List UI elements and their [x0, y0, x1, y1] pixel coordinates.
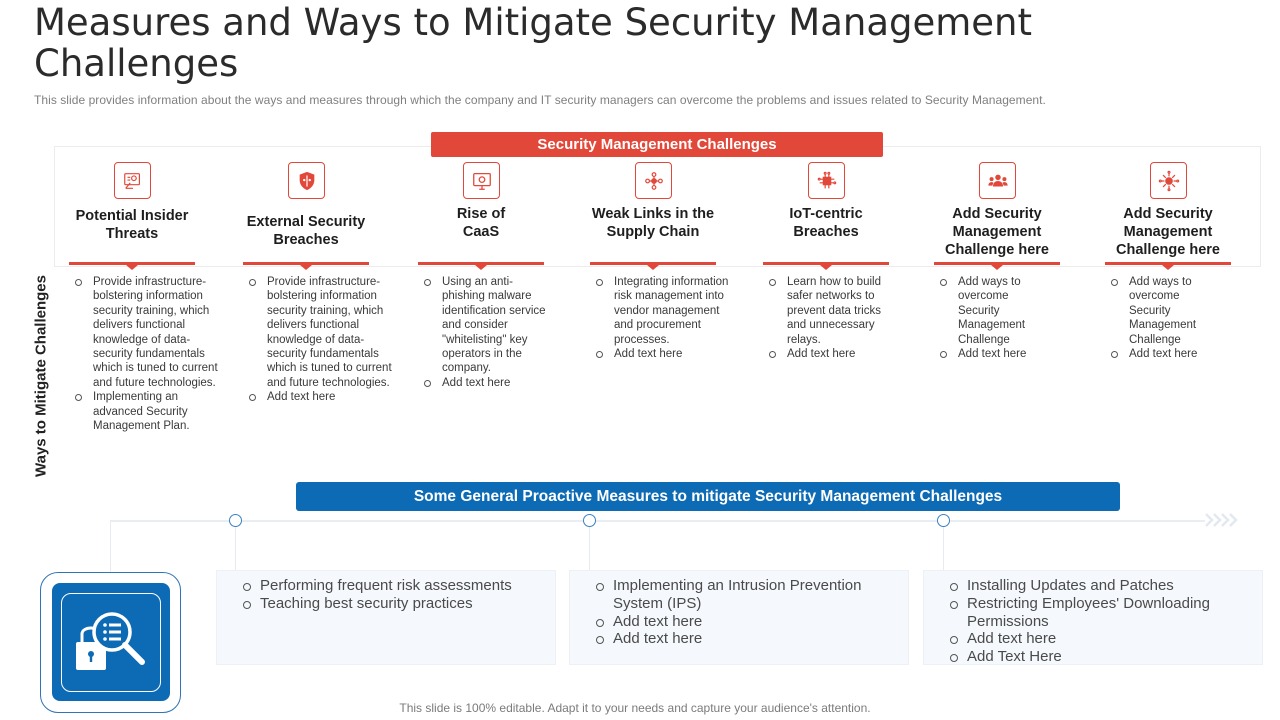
timeline-node	[937, 514, 950, 527]
challenge-divider	[69, 262, 195, 265]
bullet-item: Add text here	[1109, 347, 1219, 361]
bullet-item: Implementing an advanced Security Management Plan.	[73, 390, 219, 433]
timeline-connector	[589, 527, 590, 570]
insider-threat-icon	[114, 162, 151, 199]
shield-icon	[288, 162, 325, 199]
bullet-item: Add ways to overcome Security Management Challenge	[1109, 275, 1219, 347]
bullet-item: Provide infrastructure-bolstering information security training, which delivers functional knowledge of data-security fundamentals which is tuned to current and future technologies.	[247, 275, 393, 390]
monitor-icon	[463, 162, 500, 199]
measure-item: Add text here	[948, 630, 1248, 648]
bullet-item: Integrating information risk management into vendor management and procurement processes.	[594, 275, 734, 347]
measure-card	[569, 570, 909, 665]
supply-chain-icon	[635, 162, 672, 199]
challenge-title: Rise of CaaS	[456, 206, 506, 240]
bullet-item: Learn how to build safer networks to prevent data tricks and unnecessary relays.	[767, 275, 887, 347]
measure-item: Installing Updates and Patches	[948, 577, 1248, 595]
challenge-title: IoT-centric Breaches	[789, 206, 863, 240]
bullet-item: Provide infrastructure-bolstering information security training, which delivers functional knowledge of data-security fundamentals which is tuned to current and future technologies.	[73, 275, 219, 390]
measure-item: Add text here	[594, 613, 884, 631]
side-label	[30, 268, 52, 484]
bullet-item: Add text here	[422, 376, 554, 390]
bullet-item: Add ways to overcome Security Management Challenge	[938, 275, 1048, 347]
challenge-bullets	[1109, 275, 1219, 361]
challenge-bullets	[247, 275, 393, 405]
measure-item: Add Text Here	[948, 648, 1248, 666]
security-search-lock-icon	[74, 608, 150, 678]
challenge-divider	[243, 262, 369, 265]
security-badge	[40, 572, 181, 713]
challenge-divider	[763, 262, 889, 265]
challenge-title: Potential Insider Threats	[75, 208, 189, 242]
measure-card	[923, 570, 1263, 665]
iot-icon	[808, 162, 845, 199]
measure-item: Teaching best security practices	[241, 595, 555, 613]
challenge-bullets	[938, 275, 1048, 361]
team-icon	[979, 162, 1016, 199]
challenge-title: Add Security Management Challenge here	[1116, 206, 1220, 258]
timeline-arrows-icon	[1204, 512, 1240, 528]
challenge-title: Add Security Management Challenge here	[945, 206, 1049, 258]
challenge-bullets	[73, 275, 219, 433]
measure-item: Implementing an Intrusion Prevention System (IPS)	[594, 577, 884, 613]
slide-title: Measures and Ways to Mitigate Security Management Challenges	[34, 1, 1033, 85]
bullet-item: Add text here	[247, 390, 393, 404]
gear-network-icon	[1150, 162, 1187, 199]
timeline-node	[583, 514, 596, 527]
timeline-node	[229, 514, 242, 527]
challenge-bullets	[594, 275, 734, 361]
timeline-connector	[235, 527, 236, 570]
challenge-divider	[590, 262, 716, 265]
timeline-line	[110, 520, 1205, 522]
footer-note: This slide is 100% editable. Adapt it to your needs and capture your audience's attention.	[399, 701, 871, 715]
challenge-title: External Security Breaches	[246, 214, 366, 248]
challenge-divider	[934, 262, 1060, 265]
challenge-divider	[1105, 262, 1231, 265]
measure-item: Restricting Employees' Downloading Permissions	[948, 595, 1248, 631]
side-label-text: Ways to Mitigate Challenges	[32, 275, 50, 477]
timeline-connector	[943, 527, 944, 570]
challenge-title: Weak Links in the Supply Chain	[591, 206, 715, 240]
timeline-connector	[110, 521, 111, 573]
challenge-bullets	[767, 275, 887, 361]
measure-item: Performing frequent risk assessments	[241, 577, 555, 595]
bullet-item: Add text here	[594, 347, 734, 361]
bullet-item: Using an anti-phishing malware identification service and consider "whitelisting" key operators in the company.	[422, 275, 554, 376]
bullet-item: Add text here	[767, 347, 887, 361]
measure-item: Add text here	[594, 630, 884, 648]
slide-subtitle: This slide provides information about the ways and measures through which the company and IT security managers can overcome the problems and issues related to Security Management.	[34, 93, 1046, 107]
challenge-divider	[418, 262, 544, 265]
measure-card	[216, 570, 556, 665]
challenge-bullets	[422, 275, 554, 390]
challenges-header: Security Management Challenges	[431, 132, 883, 157]
general-measures-header: Some General Proactive Measures to mitigate Security Management Challenges	[296, 482, 1120, 511]
bullet-item: Add text here	[938, 347, 1048, 361]
